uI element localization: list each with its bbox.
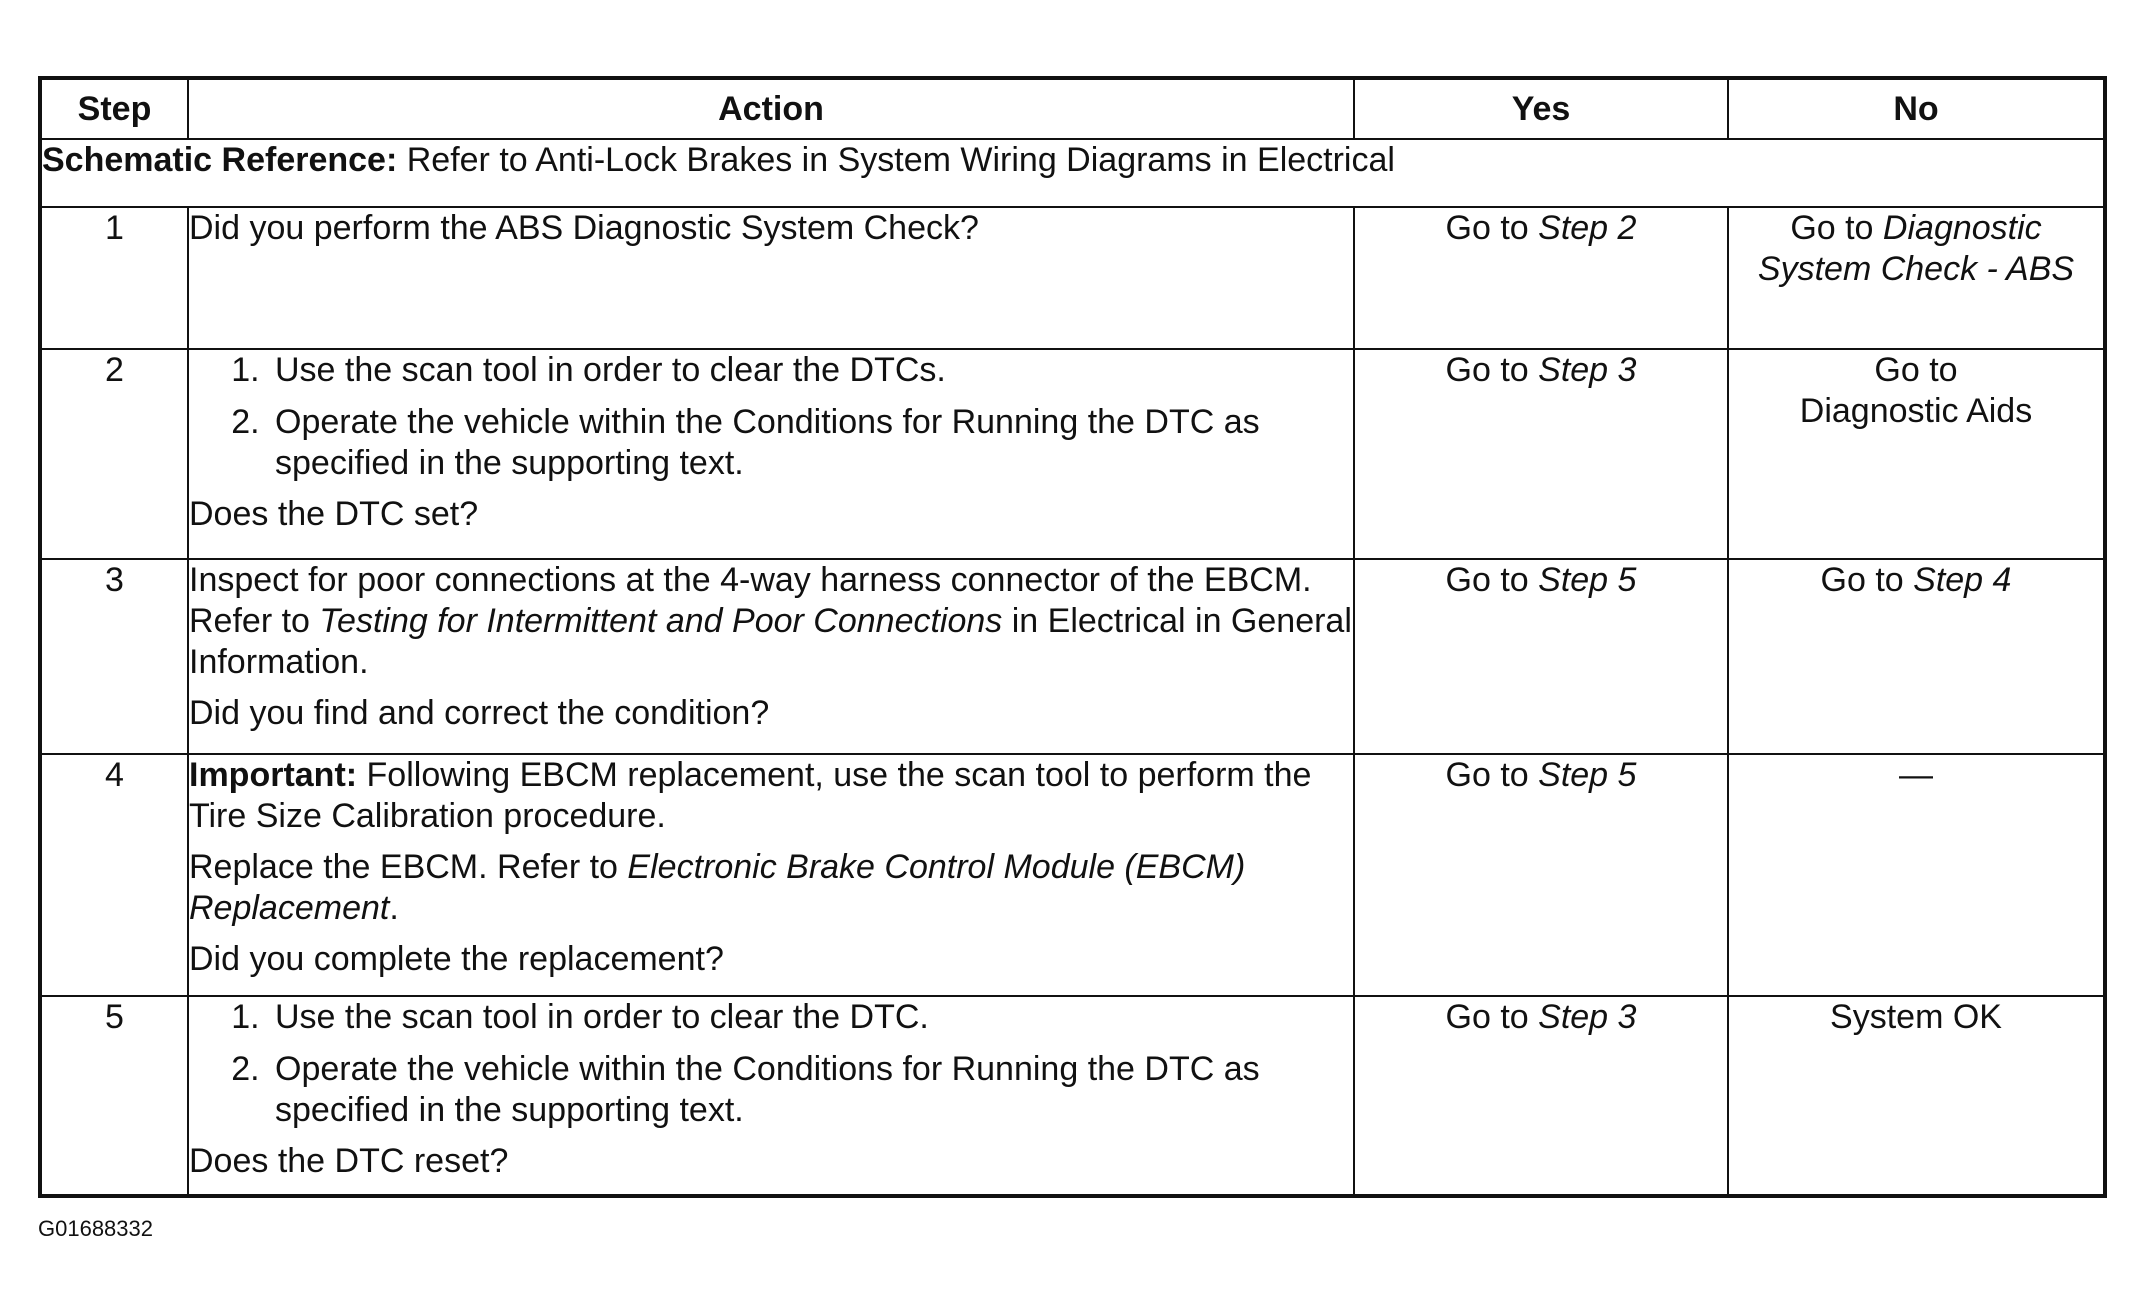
no-value: System OK xyxy=(1830,998,2002,1036)
action-text: Inspect for poor connections at the 4-way harness connector of the EBCM. Refer to xyxy=(189,561,1312,640)
header-row xyxy=(40,78,2105,139)
replace-reference-link[interactable]: Electronic Brake Control Module (EBCM) Replacement xyxy=(189,848,1246,927)
no-link-diagnostic[interactable]: Diagnostic xyxy=(1882,209,2042,247)
action-question: Did you complete the replacement? xyxy=(189,940,724,978)
action-cell xyxy=(188,349,1354,559)
action-text-end: in Electrical in General Information. xyxy=(189,602,1352,681)
yes-prefix: Go to xyxy=(1445,561,1539,599)
yes-cell xyxy=(1354,996,1728,1196)
action-question: Did you find and correct the condition? xyxy=(189,694,770,732)
action-cell xyxy=(188,996,1354,1196)
action-cell xyxy=(188,207,1354,349)
important-note xyxy=(189,755,1353,837)
action-question: Did you perform the ABS Diagnostic System Check? xyxy=(189,209,979,247)
table-row xyxy=(40,559,2105,754)
step-number: 2 xyxy=(40,349,188,559)
yes-step-link[interactable]: Step 5 xyxy=(1538,561,1637,599)
figure-id: G01688332 xyxy=(38,1216,153,1241)
yes-step-link[interactable]: Step 3 xyxy=(1538,351,1637,389)
step-number: 1 xyxy=(40,207,188,349)
schematic-reference xyxy=(40,139,2105,207)
header-step: Step xyxy=(40,78,188,139)
table-row xyxy=(40,207,2105,349)
action-cell xyxy=(188,559,1354,754)
no-diagnostic-aids-link[interactable]: Diagnostic Aids xyxy=(1799,392,2033,430)
diagnostic-table xyxy=(38,76,2107,1198)
action-reference-link[interactable]: Testing for Intermittent and Poor Connections xyxy=(319,602,1003,640)
action-list xyxy=(189,997,1353,1131)
yes-prefix: Go to xyxy=(1445,756,1539,794)
action-cell xyxy=(188,754,1354,996)
yes-step-link[interactable]: Step 5 xyxy=(1538,756,1637,794)
replace-text: Replace the EBCM. Refer to xyxy=(189,848,628,886)
step-number: 4 xyxy=(40,754,188,996)
no-cell xyxy=(1728,996,2105,1196)
replace-end: . xyxy=(389,889,399,927)
list-item: 2. Operate the vehicle within the Conditions for Running the DTC as specified in the supporting text. xyxy=(269,402,1353,484)
header-action: Action xyxy=(188,78,1354,139)
no-value-dash: — xyxy=(1899,756,1933,794)
no-prefix: Go to xyxy=(1820,561,1914,599)
yes-prefix: Go to xyxy=(1445,998,1539,1036)
important-text: Following EBCM replacement, use the scan tool to perform the Tire Size Calibration procedure. xyxy=(189,756,1312,835)
step-number: 3 xyxy=(40,559,188,754)
action-question: Does the DTC reset? xyxy=(189,1142,509,1180)
no-prefix: Go to xyxy=(1790,209,1883,247)
no-step-link[interactable]: Step 4 xyxy=(1913,561,2012,599)
yes-step-link[interactable]: Step 2 xyxy=(1538,209,1637,247)
action-instruction xyxy=(189,560,1353,683)
action-list xyxy=(189,350,1353,484)
schematic-reference-label: Schematic Reference: xyxy=(42,141,398,179)
yes-cell xyxy=(1354,207,1728,349)
table-row xyxy=(40,754,2105,996)
header-yes: Yes xyxy=(1354,78,1728,139)
list-item: 1. Use the scan tool in order to clear the DTC. xyxy=(269,997,1353,1038)
table-row xyxy=(40,349,2105,559)
replace-instruction xyxy=(189,847,1353,929)
important-label: Important: xyxy=(189,756,358,794)
no-cell xyxy=(1728,207,2105,349)
yes-step-link[interactable]: Step 3 xyxy=(1538,998,1637,1036)
yes-prefix: Go to xyxy=(1445,209,1539,247)
schematic-reference-row xyxy=(40,139,2105,207)
step-number: 5 xyxy=(40,996,188,1196)
action-question: Does the DTC set? xyxy=(189,495,479,533)
no-cell xyxy=(1728,559,2105,754)
list-item: 1. Use the scan tool in order to clear the DTCs. xyxy=(269,350,1353,391)
no-cell xyxy=(1728,349,2105,559)
no-link-system-check[interactable]: System Check - ABS xyxy=(1757,250,2075,288)
yes-prefix: Go to xyxy=(1445,351,1539,389)
schematic-reference-text: Refer to Anti-Lock Brakes in System Wiring Diagrams in Electrical xyxy=(397,141,1395,179)
no-prefix: Go to xyxy=(1874,351,1958,389)
yes-cell xyxy=(1354,754,1728,996)
yes-cell xyxy=(1354,559,1728,754)
diagnostic-table-container xyxy=(38,76,2103,1198)
table-row xyxy=(40,996,2105,1196)
list-item: 2. Operate the vehicle within the Conditions for Running the DTC as specified in the supporting text. xyxy=(269,1049,1353,1131)
yes-cell xyxy=(1354,349,1728,559)
header-no: No xyxy=(1728,78,2105,139)
no-cell xyxy=(1728,754,2105,996)
